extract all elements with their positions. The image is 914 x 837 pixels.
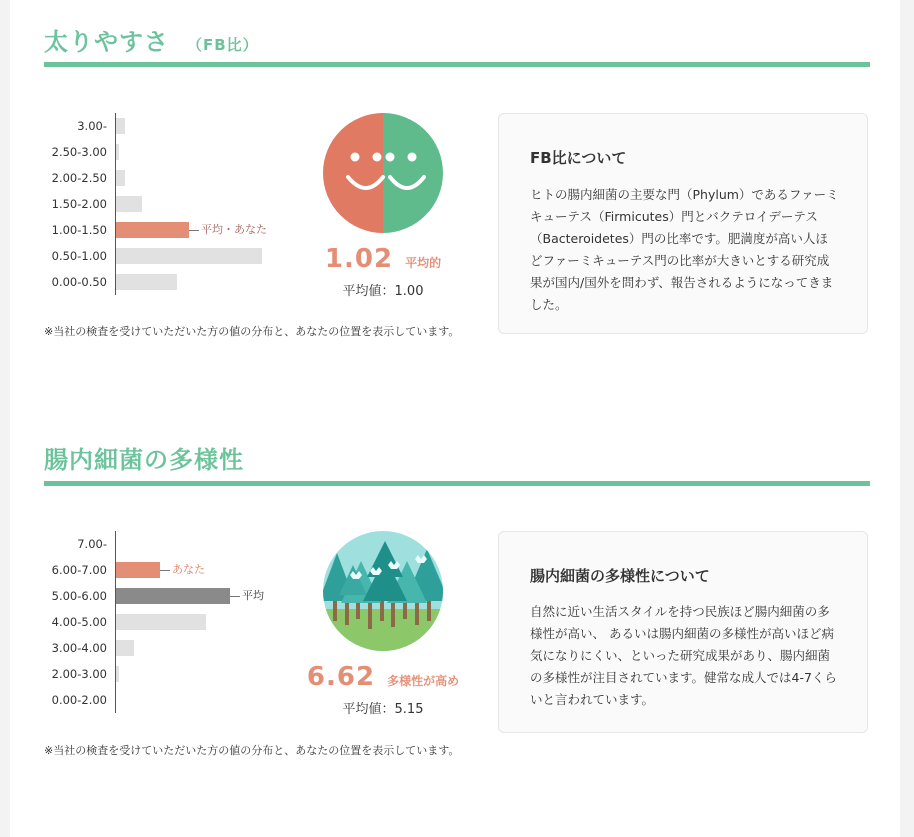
section-divider [44,62,870,67]
chart-row-label: 7.00- [77,537,107,551]
section-title-fb-ratio: 太りやすさ （FB比） [44,28,259,56]
chart-bar [116,118,125,134]
chart-bar [116,614,206,630]
chart-row-label: 2.00-2.50 [51,171,107,185]
distribution-note: ※当社の検査を受けていただいた方の値の分布と、あなたの位置を表示しています。 [44,325,460,338]
fb-ratio-info-card [498,113,868,334]
fb-ratio-score [293,244,473,299]
average-value: 平均値：5.15 [342,702,424,717]
score-badge: 多様性が高め [387,674,460,688]
marker-leader-line [230,596,240,597]
marker-leader-line [189,230,199,231]
info-card-body: ヒトの腸内細菌の主要な門（Phylum）であるファーミキューテス（Firmicutes）門とバクテロイデーテス（Bacteroidetes）門の比率です。肥満度が高い人ほどファーミキューテス門の比率が大きいとする研究成果が国内/国外を問わず、報告されるようになってきました。 [530,187,839,312]
chart-row-label: 1.00-1.50 [51,223,107,237]
chart-row-label: 3.00- [77,119,107,133]
chart-marker-label: 平均・あなた [201,223,267,236]
chart-row-label: 4.00-5.00 [51,615,107,629]
distribution-note: ※当社の検査を受けていただいた方の値の分布と、あなたの位置を表示しています。 [44,744,460,757]
chart-bar [116,666,119,682]
score-badge: 平均的 [405,256,442,270]
section-subtitle: （FB比） [187,36,259,54]
chart-marker-label: 平均 [242,589,264,602]
section-title-diversity: 腸内細菌の多様性 [44,446,244,474]
chart-row-label: 2.50-3.00 [51,145,107,159]
fb-ratio-distribution-chart [44,113,294,298]
chart-row-label: 5.00-6.00 [51,589,107,603]
average-value: 平均値：1.00 [342,284,424,299]
chart-bar [116,562,160,578]
marker-leader-line [160,570,170,571]
score-value: 6.62 [306,662,376,692]
chart-row-label: 0.50-1.00 [51,249,107,263]
chart-row-label: 0.00-2.00 [51,693,107,707]
chart-row-label: 1.50-2.00 [51,197,107,211]
report-page [10,0,900,837]
chart-bar [116,144,119,160]
chart-bar [116,588,230,604]
chart-bar [116,274,177,290]
chart-bar [116,222,189,238]
chart-bar [116,170,125,186]
diversity-distribution-chart [44,531,294,716]
chart-row-label: 6.00-7.00 [51,563,107,577]
info-card-title: FB比について [530,149,627,167]
chart-bar [116,640,134,656]
info-card-body: 自然に近い生活スタイルを持つ民族ほど腸内細菌の多様性が高い、 あるいは腸内細菌の多様性が高いほど病気になりにくい、といった研究成果があり、腸内細菌の多様性が注目されています。健常な成人では4-7くらいと言われています。 [530,604,837,707]
chart-marker-label: あなた [172,563,205,576]
chart-row-label: 0.00-0.50 [51,275,107,289]
chart-row-label: 3.00-4.00 [51,641,107,655]
diversity-info-card [498,531,868,733]
forest-icon [323,531,443,651]
section-divider [44,481,870,486]
chart-bar [116,196,142,212]
chart-bar [116,248,262,264]
score-value: 1.02 [324,244,394,274]
diversity-score [293,662,473,717]
chart-row-label: 2.00-3.00 [51,667,107,681]
info-card-title: 腸内細菌の多様性について [530,567,710,585]
smiley-face-icon [323,113,443,233]
